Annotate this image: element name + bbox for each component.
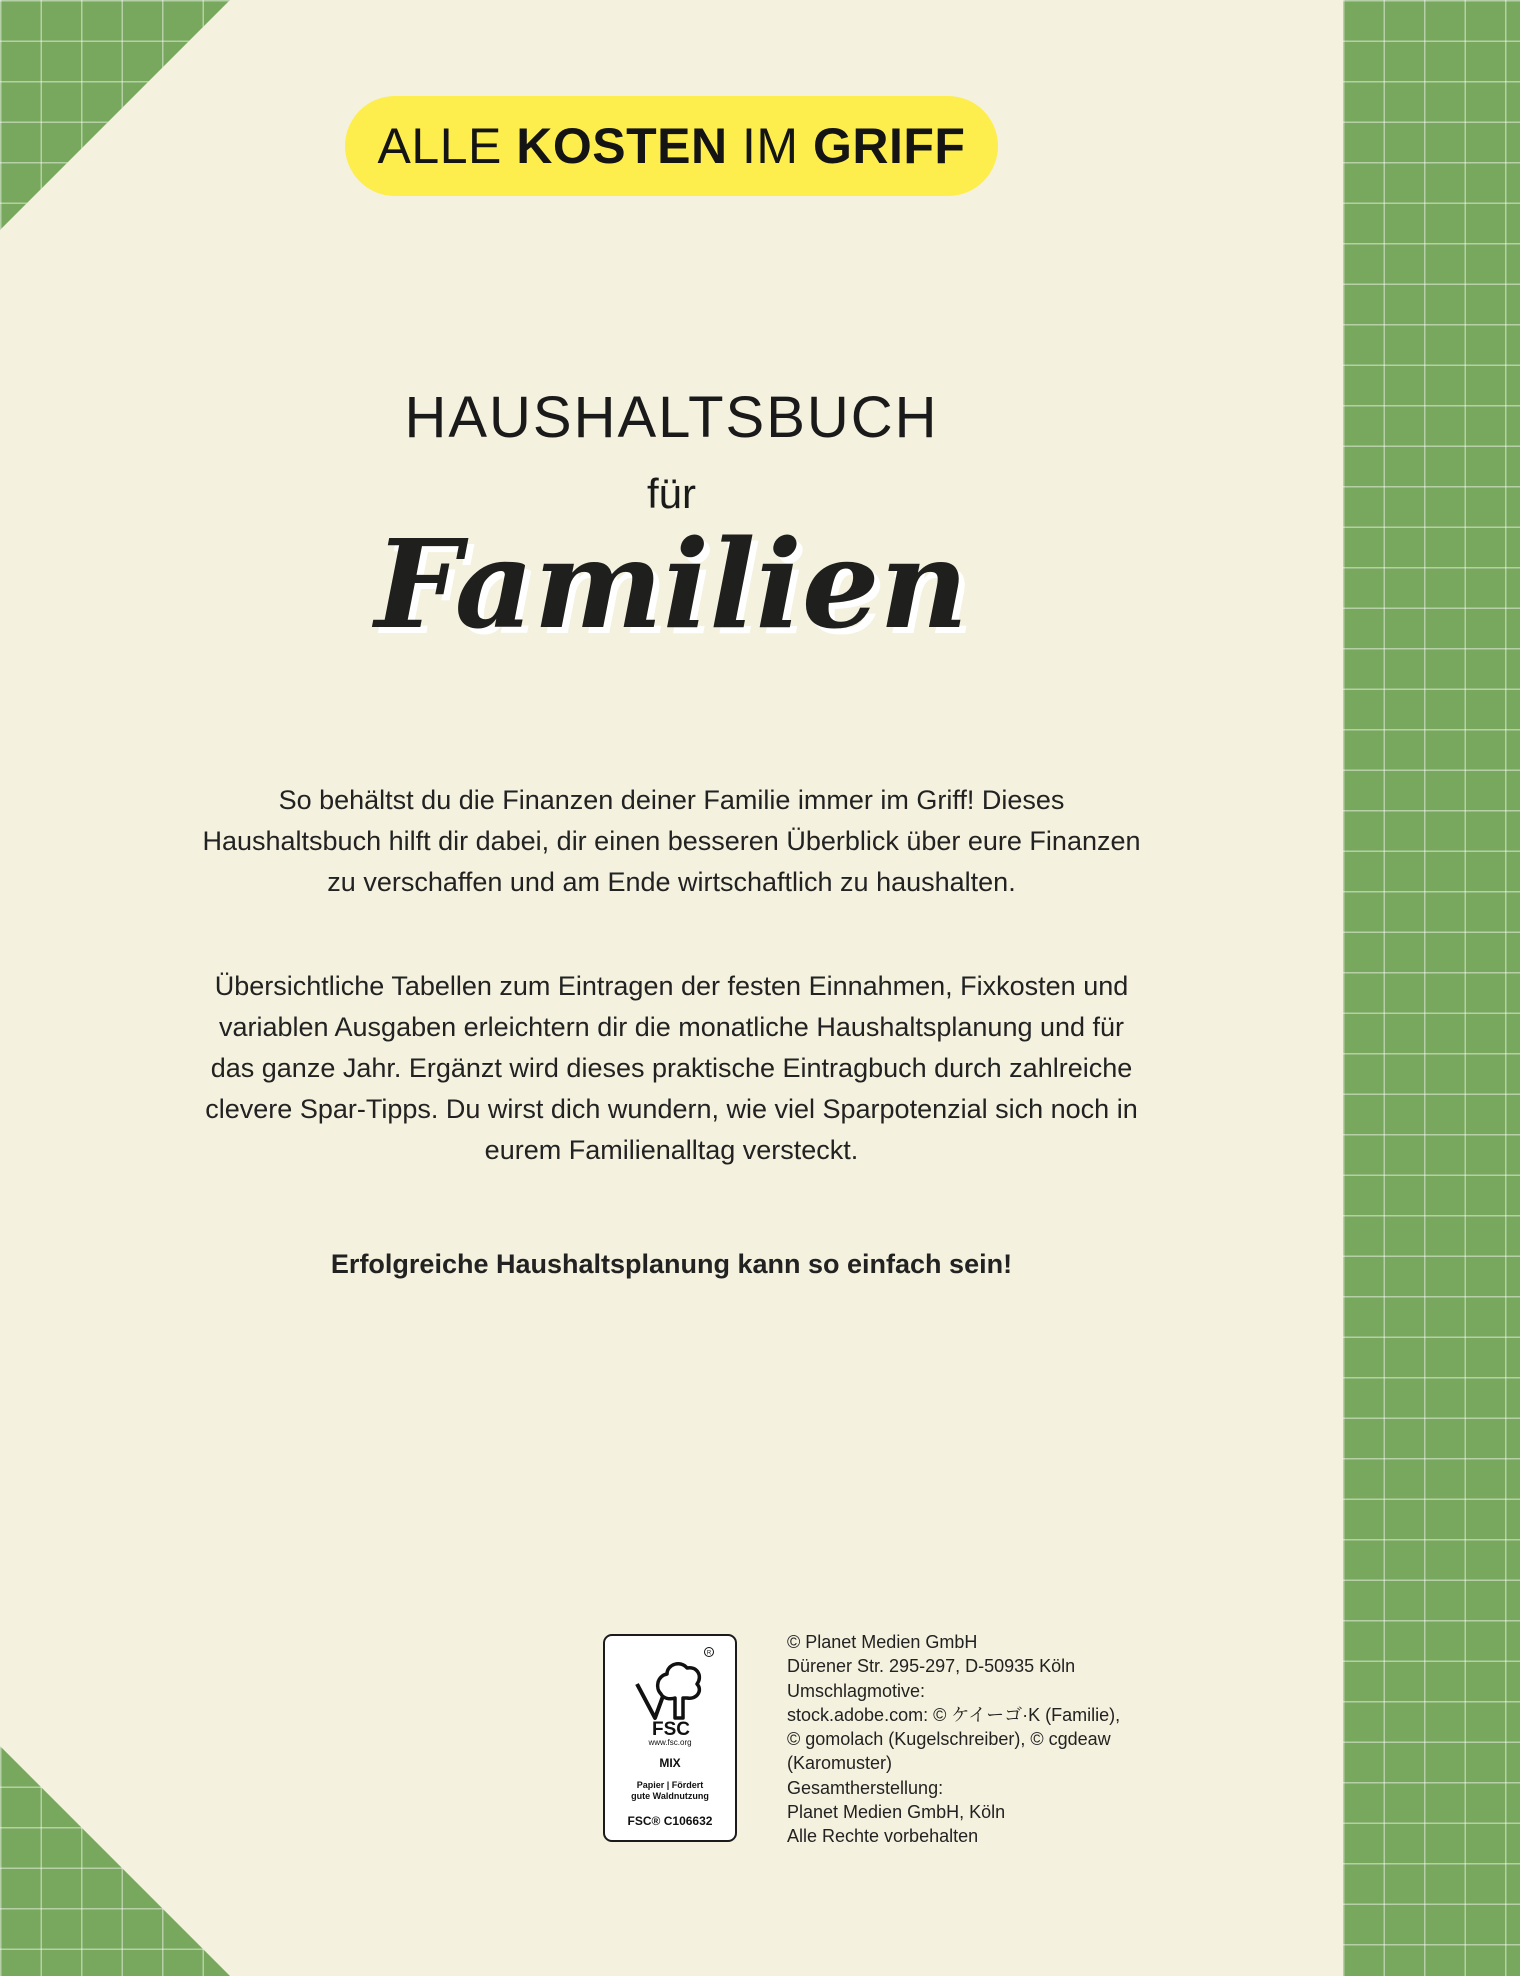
fsc-brand: FSC — [652, 1719, 690, 1736]
green-grid-corner-top — [0, 0, 230, 230]
series-word-im: IM — [727, 118, 813, 174]
imprint-line: © Planet Medien GmbH — [787, 1632, 978, 1652]
fsc-url: www.fsc.org — [648, 1738, 692, 1747]
imprint — [787, 1630, 1307, 1849]
svg-text:R: R — [706, 1650, 712, 1657]
imprint-line: Gesamtherstellung: — [787, 1777, 944, 1798]
book-title-script: Familien — [374, 512, 969, 656]
imprint-line: Alle Rechte vorbehalten — [787, 1826, 979, 1847]
imprint-line: (Karomuster) — [787, 1753, 893, 1774]
book-title-connector: für — [646, 470, 696, 517]
fsc-code: FSC® C106632 — [627, 1814, 713, 1828]
fsc-mix: MIX — [659, 1756, 681, 1770]
green-grid-strip — [1343, 0, 1520, 1976]
green-grid-corner-bottom — [0, 1746, 230, 1976]
imprint-line: Dürener Str. 295-297, D-50935 Köln — [787, 1656, 1076, 1677]
imprint-line: Umschlagmotive: — [787, 1680, 926, 1701]
imprint-line: © gomolach (Kugelschreiber), © cgdeaw — [787, 1729, 1111, 1750]
series-word-alle: ALLE — [377, 118, 517, 174]
fsc-tree-icon — [625, 1644, 717, 1736]
imprint-line: stock.adobe.com: © ケイーゴ·K (Familie), — [787, 1704, 1121, 1725]
fsc-paper-line-1: Papier | Fördert — [636, 1780, 704, 1790]
imprint-line: Planet Medien GmbH, Köln — [787, 1802, 1006, 1823]
series-badge — [345, 96, 998, 196]
blurb-paragraph-2: Übersichtliche Tabellen zum Eintragen der festen Einnahmen, Fixkosten und variablen Ausgaben erleichtern dir die monatliche Haushaltsplanung und für das ganze Jahr. Ergänzt wird dieses praktische Eintragbuch durch zahlreiche clevere Spar-Tipps. Du wirst dich wundern, wie viel Sparpotenzial sich noch in eurem Familienalltag versteckt. — [205, 971, 1138, 1165]
blurb-paragraph-1: So behältst du die Finanzen deiner Familie immer im Griff! Dieses Haushaltsbuch hilft dir dabei, dir einen besseren Überblick über eure Finanzen zu verschaffen und am Ende wirtschaftlich zu haushalten. — [202, 785, 1141, 897]
series-word-griff: GRIFF — [812, 118, 966, 174]
fsc-label — [603, 1634, 737, 1842]
fsc-paper-line-2: gute Waldnutzung — [631, 1791, 709, 1801]
book-title: HAUSHALTSBUCH — [404, 385, 939, 450]
blurb-closing: Erfolgreiche Haushaltsplanung kann so einfach sein! — [330, 1249, 1013, 1279]
series-word-kosten: KOSTEN — [516, 118, 728, 174]
fsc-paper-note — [605, 1780, 735, 1802]
